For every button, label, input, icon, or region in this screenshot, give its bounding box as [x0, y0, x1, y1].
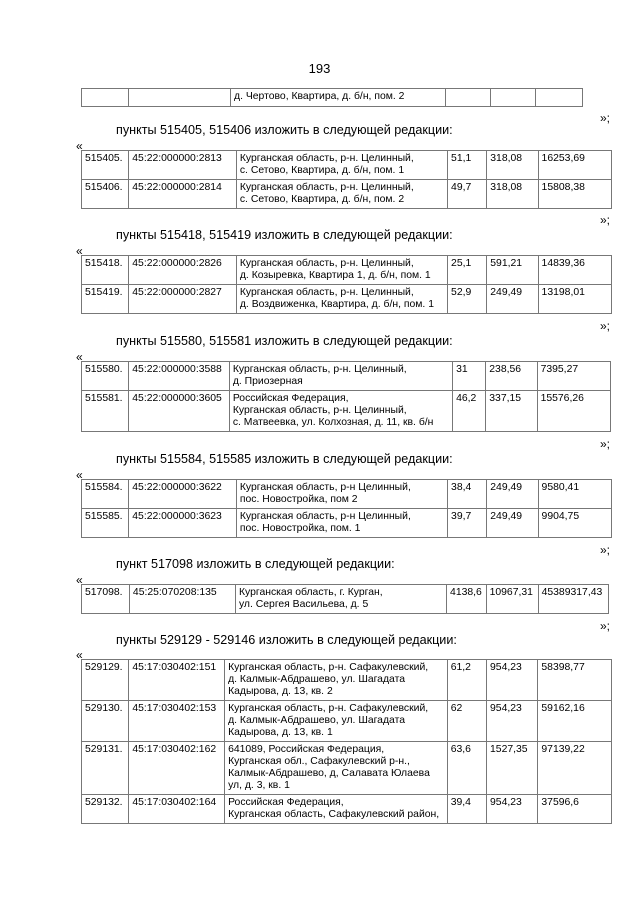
- address-cell: Курганская область, р-н. Целинный, с. Сетово, Квартира, д. б/н, пом. 2: [236, 180, 447, 209]
- price-cell: 249,49: [487, 480, 538, 509]
- price-cell: 954,23: [487, 660, 538, 701]
- open-quote: «: [76, 468, 83, 482]
- item-number: 529129.: [82, 660, 129, 701]
- table-row: [82, 660, 612, 701]
- close-quote: »;: [599, 319, 610, 333]
- instruction-text: пункты 529129 - 529146 изложить в следующей редакции:: [116, 633, 457, 647]
- open-quote: «: [76, 350, 83, 364]
- price-cell: 954,23: [487, 701, 538, 742]
- price-cell: 318,08: [487, 180, 538, 209]
- total-cell: 7395,27: [537, 362, 610, 391]
- instruction-text: пункты 515580, 515581 изложить в следующей редакции:: [116, 334, 453, 348]
- page-number: 193: [308, 61, 331, 76]
- table-row: [82, 795, 612, 824]
- table-row: [82, 180, 612, 209]
- record-table: [81, 584, 609, 614]
- address-cell: д. Чертово, Квартира, д. б/н, пом. 2: [231, 89, 446, 107]
- open-quote: «: [76, 139, 83, 153]
- area-cell: 4138,6: [447, 585, 487, 614]
- cadastral-number: 45:17:030402:162: [129, 742, 225, 795]
- item-number: 529131.: [82, 742, 129, 795]
- table-row: [82, 509, 612, 538]
- cadastral-number: 45:22:000000:3622: [129, 480, 237, 509]
- item-number: 529130.: [82, 701, 129, 742]
- address-cell: Курганская область, г. Курган, ул. Сергея Васильева, д. 5: [235, 585, 446, 614]
- cadastral-number: 45:22:000000:2827: [129, 285, 237, 314]
- area-cell: 49,7: [448, 180, 487, 209]
- instruction-text: пункт 517098 изложить в следующей редакции:: [116, 557, 395, 571]
- table-row: [82, 701, 612, 742]
- item-number: 515419.: [82, 285, 129, 314]
- price-cell: 1527,35: [487, 742, 538, 795]
- price-cell: 249,49: [487, 285, 538, 314]
- total-cell: 9904,75: [538, 509, 611, 538]
- continuation-table: [81, 88, 583, 107]
- address-cell: Курганская область, р-н. Целинный, д. Воздвиженка, Квартира, д. б/н, пом. 1: [236, 285, 447, 314]
- price-cell: 318,08: [487, 151, 538, 180]
- instruction-text: пункты 515418, 515419 изложить в следующей редакции:: [116, 228, 453, 242]
- table-row: [82, 89, 583, 107]
- cadastral-number: 45:22:000000:2814: [129, 180, 237, 209]
- area-cell: 61,2: [447, 660, 486, 701]
- item-number: 515418.: [82, 256, 129, 285]
- total-cell: 13198,01: [538, 285, 611, 314]
- cadastral-number: 45:22:000000:3605: [129, 391, 230, 432]
- item-number: 515405.: [82, 151, 129, 180]
- area-cell: 31: [453, 362, 486, 391]
- item-number: 515584.: [82, 480, 129, 509]
- area-cell: 39,4: [447, 795, 486, 824]
- cadastral-number: 45:22:000000:2813: [129, 151, 237, 180]
- total-cell: 97139,22: [538, 742, 612, 795]
- item-number: 515406.: [82, 180, 129, 209]
- total-cell: 59162,16: [538, 701, 612, 742]
- area-cell: 51,1: [448, 151, 487, 180]
- item-number: 529132.: [82, 795, 129, 824]
- close-quote: »;: [599, 543, 610, 557]
- area-cell: 38,4: [448, 480, 487, 509]
- cadastral-number: 45:17:030402:153: [129, 701, 225, 742]
- total-cell: 15576,26: [537, 391, 610, 432]
- price-cell: 249,49: [487, 509, 538, 538]
- address-cell: Российская Федерация, Курганская область, р-н. Целинный, с. Матвеевка, ул. Колхозная, д. 11, кв. б/н: [229, 391, 452, 432]
- table-row: [82, 742, 612, 795]
- address-cell: Курганская область, р-н Целинный, пос. Новостройка, пом. 1: [236, 509, 447, 538]
- address-cell: Курганская область, р-н. Сафакулевский, д. Калмык-Абдрашево, ул. Шагадата Кадырова, д. 13, кв. 2: [225, 660, 448, 701]
- total-cell: 16253,69: [538, 151, 611, 180]
- close-quote: »;: [599, 619, 610, 633]
- address-cell: 641089, Российская Федерация, Курганская обл., Сафакулевский р-н., Калмык-Абдрашево, д, Салавата Юлаева ул, д. 3, кв. 1: [225, 742, 448, 795]
- item-number: 515585.: [82, 509, 129, 538]
- address-cell: Российская Федерация, Курганская область, Сафакулевский район,: [225, 795, 448, 824]
- price-cell: 238,56: [486, 362, 537, 391]
- price-cell: 337,15: [486, 391, 537, 432]
- area-cell: 62: [447, 701, 486, 742]
- record-table: [81, 361, 611, 432]
- price-cell: 954,23: [487, 795, 538, 824]
- record-table: [81, 479, 612, 538]
- close-quote: »;: [599, 213, 610, 227]
- address-cell: Курганская область, р-н. Целинный, с. Сетово, Квартира, д. б/н, пом. 1: [236, 151, 447, 180]
- total-cell: 15808,38: [538, 180, 611, 209]
- total-cell: 45389317,43: [538, 585, 608, 614]
- total-cell: 58398,77: [538, 660, 612, 701]
- cadastral-number: 45:22:000000:3588: [129, 362, 230, 391]
- cadastral-number: 45:17:030402:164: [129, 795, 225, 824]
- table-row: [82, 362, 611, 391]
- cadastral-number: 45:22:000000:3623: [129, 509, 237, 538]
- cadastral-number: 45:22:000000:2826: [129, 256, 237, 285]
- table-row: [82, 151, 612, 180]
- price-cell: 10967,31: [486, 585, 538, 614]
- table-row: [82, 391, 611, 432]
- total-cell: 9580,41: [538, 480, 611, 509]
- total-cell: 37596,6: [538, 795, 612, 824]
- open-quote: «: [76, 244, 83, 258]
- open-quote: «: [76, 573, 83, 587]
- area-cell: 25,1: [448, 256, 487, 285]
- cadastral-number: 45:25:070208:135: [129, 585, 235, 614]
- close-quote: »;: [599, 437, 610, 451]
- record-table: [81, 150, 612, 209]
- address-cell: Курганская область, р-н. Сафакулевский, д. Калмык-Абдрашево, ул. Шагадата Кадырова, д. 13, кв. 1: [225, 701, 448, 742]
- table-row: [82, 480, 612, 509]
- address-cell: Курганская область, р-н Целинный, пос. Новостройка, пом 2: [236, 480, 447, 509]
- area-cell: 63,6: [447, 742, 486, 795]
- item-number: 515580.: [82, 362, 129, 391]
- record-table: [81, 659, 612, 824]
- table-row: [82, 585, 609, 614]
- close-quote: »;: [599, 111, 610, 125]
- instruction-text: пункты 515584, 515585 изложить в следующей редакции:: [116, 452, 453, 466]
- price-cell: 591,21: [487, 256, 538, 285]
- total-cell: 14839,36: [538, 256, 611, 285]
- area-cell: 52,9: [448, 285, 487, 314]
- table-row: [82, 256, 612, 285]
- area-cell: 39,7: [448, 509, 487, 538]
- area-cell: 46,2: [453, 391, 486, 432]
- item-number: 517098.: [82, 585, 130, 614]
- item-number: 515581.: [82, 391, 129, 432]
- record-table: [81, 255, 612, 314]
- table-row: [82, 285, 612, 314]
- instruction-text: пункты 515405, 515406 изложить в следующей редакции:: [116, 123, 453, 137]
- address-cell: Курганская область, р-н. Целинный, д. Козыревка, Квартира 1, д. б/н, пом. 1: [236, 256, 447, 285]
- address-cell: Курганская область, р-н. Целинный, д. Приозерная: [229, 362, 452, 391]
- open-quote: «: [76, 648, 83, 662]
- cadastral-number: 45:17:030402:151: [129, 660, 225, 701]
